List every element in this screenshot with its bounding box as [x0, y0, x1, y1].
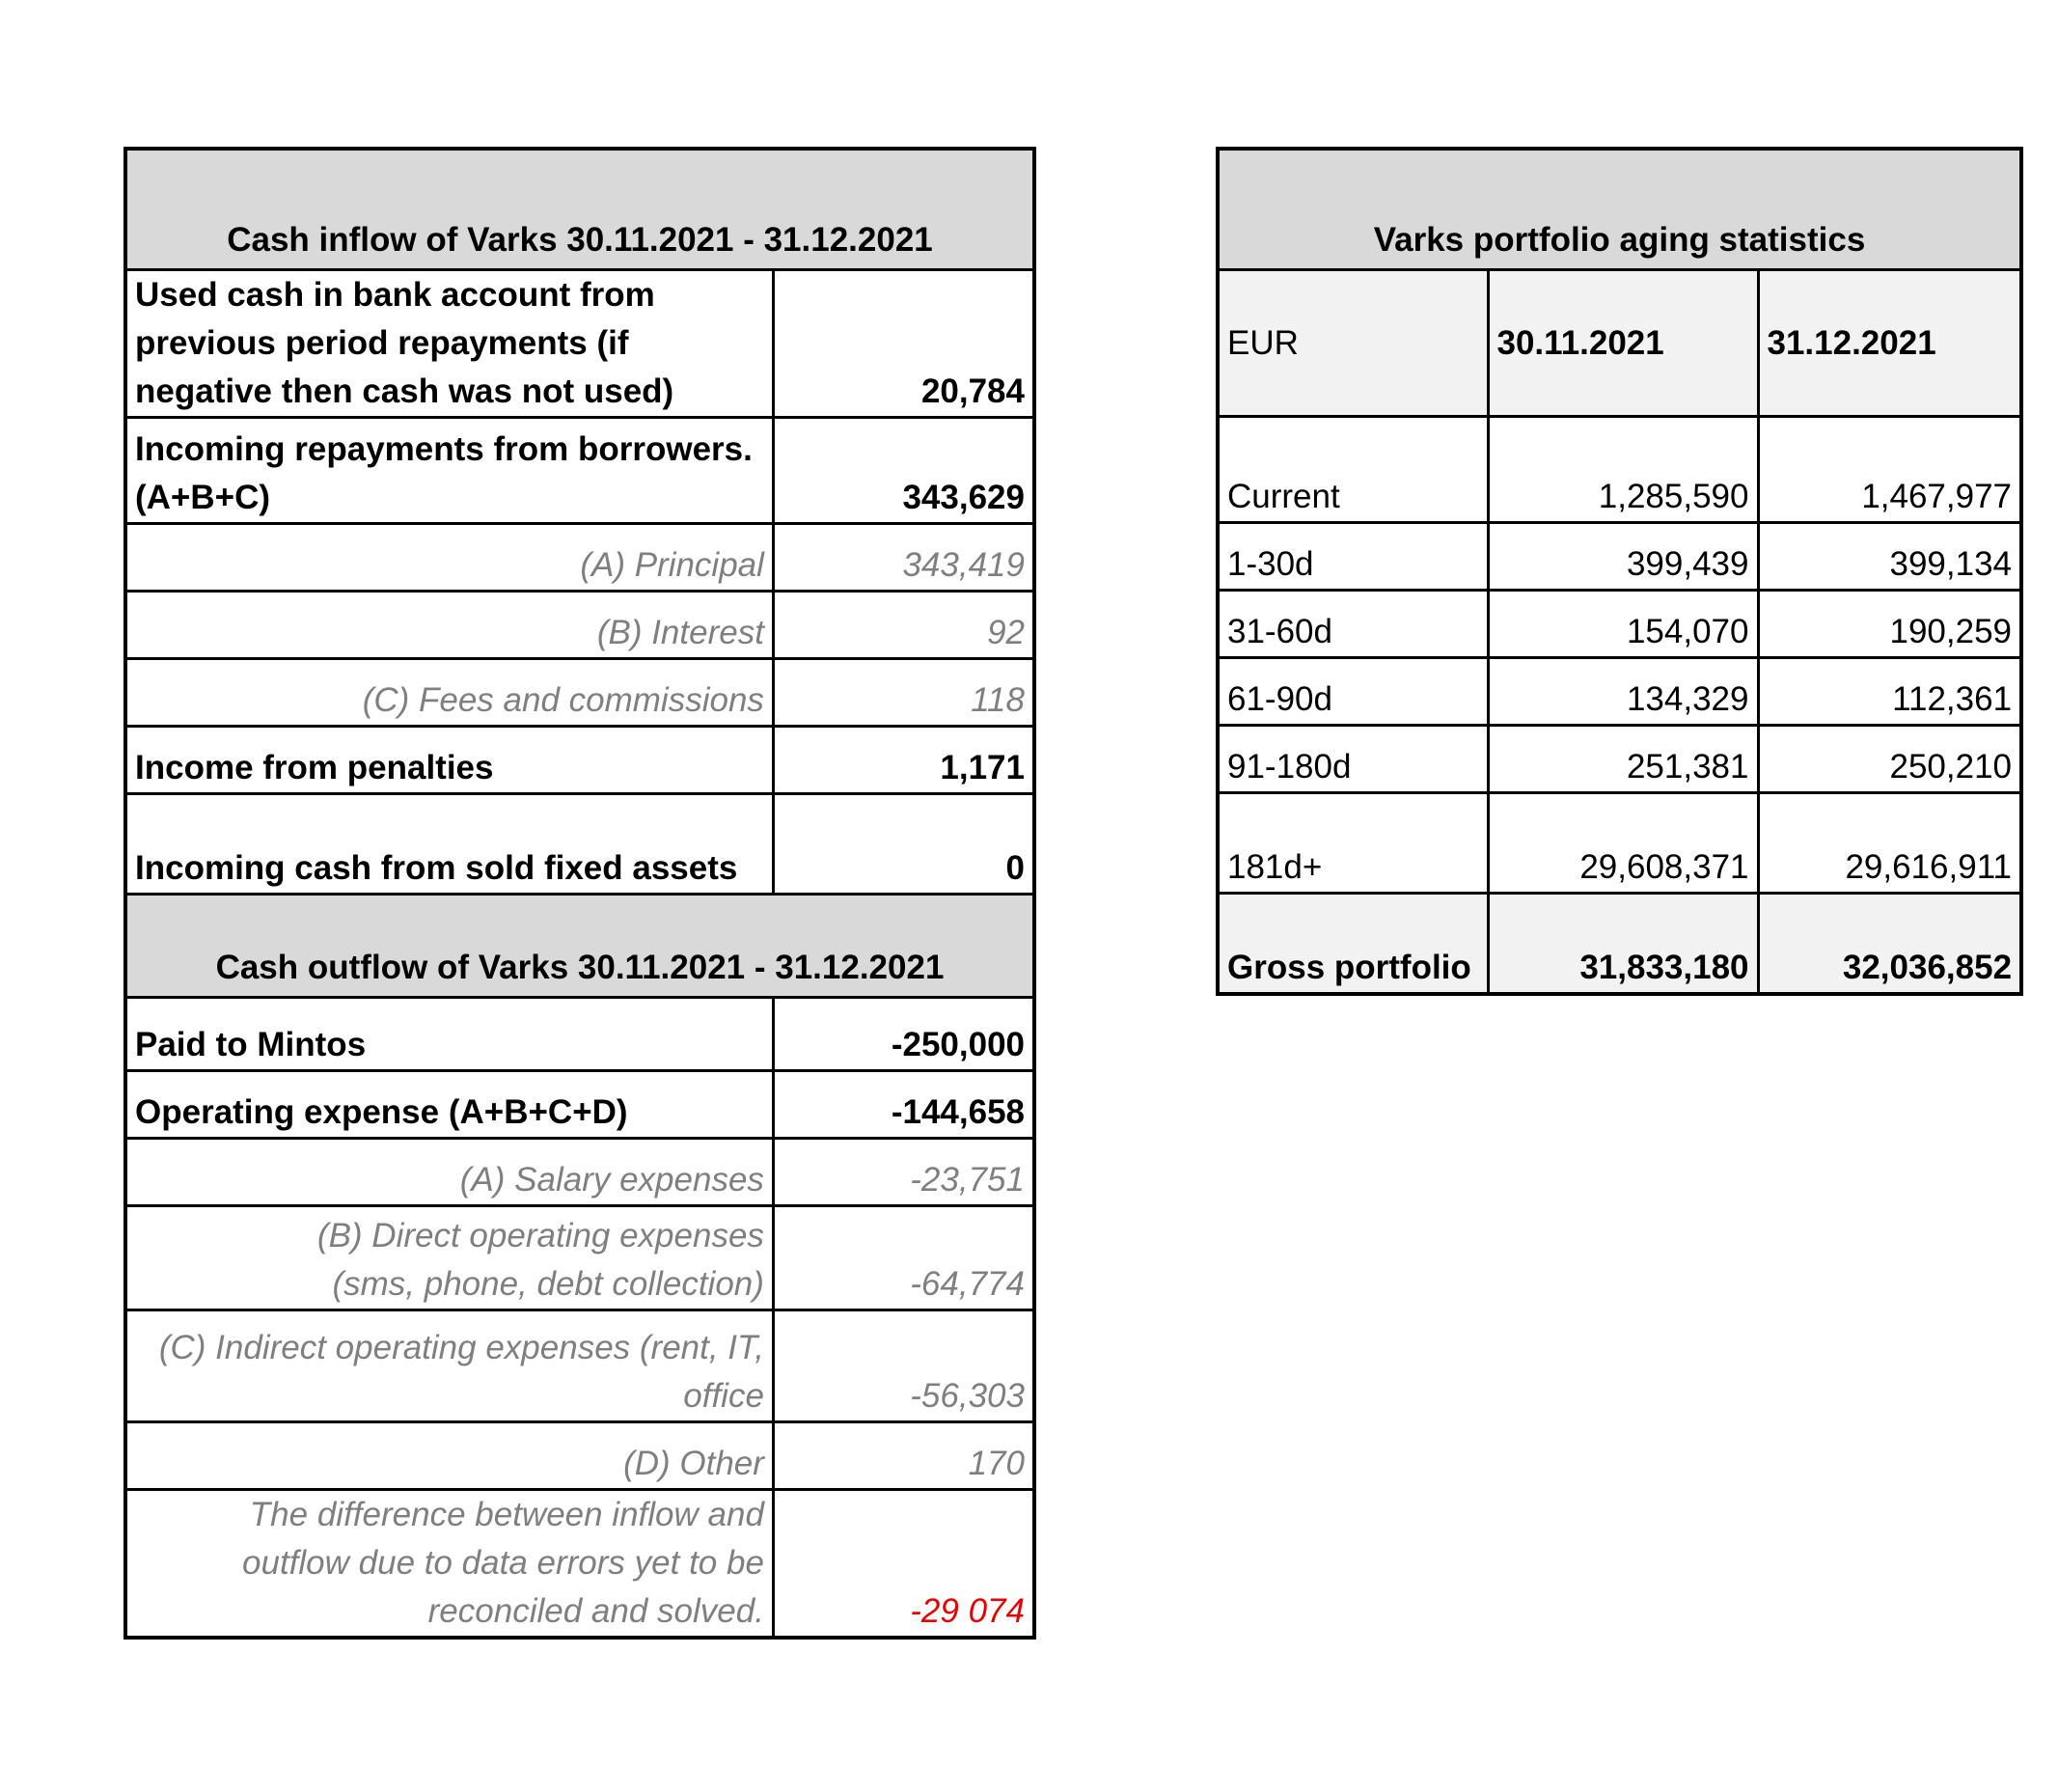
aging-row-value-2: 190,259 — [1758, 591, 2021, 658]
salary-label: (A) Salary expenses — [125, 1139, 773, 1206]
aging-row-label: 181d+ — [1218, 793, 1488, 894]
portfolio-aging-table — [1216, 147, 2023, 996]
aging-row-value-2: 399,134 — [1758, 523, 2021, 591]
aging-header-currency: EUR — [1218, 270, 1488, 417]
aging-header-date-1: 30.11.2021 — [1488, 270, 1758, 417]
penalties-label: Income from penalties — [125, 727, 773, 794]
paid-mintos-value: -250,000 — [773, 998, 1034, 1071]
incoming-repayments-value: 343,629 — [773, 418, 1034, 524]
cash-outflow-title: Cash outflow of Varks 30.11.2021 - 31.12.2021 — [125, 895, 1034, 998]
sold-assets-label: Incoming cash from sold fixed assets — [125, 794, 773, 895]
aging-row-label: 31-60d — [1218, 591, 1488, 658]
operating-expense-label: Operating expense (A+B+C+D) — [125, 1071, 773, 1139]
interest-value: 92 — [773, 592, 1034, 659]
fees-label: (C) Fees and commissions — [125, 659, 773, 727]
cash-flow-table — [123, 147, 1036, 1640]
operating-expense-value: -144,658 — [773, 1071, 1034, 1139]
aging-row-value-1: 154,070 — [1488, 591, 1758, 658]
paid-mintos-label: Paid to Mintos — [125, 998, 773, 1071]
direct-expenses-value: -64,774 — [773, 1206, 1034, 1310]
aging-row-value-2: 29,616,911 — [1758, 793, 2021, 894]
aging-title: Varks portfolio aging statistics — [1218, 149, 2021, 270]
aging-row-value-1: 399,439 — [1488, 523, 1758, 591]
aging-header-date-2: 31.12.2021 — [1758, 270, 2021, 417]
aging-row-value-1: 134,329 — [1488, 658, 1758, 726]
aging-row-label: 1-30d — [1218, 523, 1488, 591]
aging-row-value-1: 251,381 — [1488, 726, 1758, 793]
aging-row-value-2: 250,210 — [1758, 726, 2021, 793]
indirect-expenses-value: -56,303 — [773, 1310, 1034, 1422]
other-value: 170 — [773, 1422, 1034, 1490]
principal-value: 343,419 — [773, 524, 1034, 592]
used-cash-value: 20,784 — [773, 270, 1034, 418]
gross-portfolio-value-1: 31,833,180 — [1488, 894, 1758, 994]
aging-row-label: Current — [1218, 417, 1488, 523]
data-errors-label: The difference between inflow and outflow due to data errors yet to be reconciled and solved. — [125, 1490, 773, 1639]
aging-row-value-1: 1,285,590 — [1488, 417, 1758, 523]
salary-value: -23,751 — [773, 1139, 1034, 1206]
aging-row-label: 61-90d — [1218, 658, 1488, 726]
principal-label: (A) Principal — [125, 524, 773, 592]
aging-row-value-2: 1,467,977 — [1758, 417, 2021, 523]
incoming-repayments-label: Incoming repayments from borrowers. (A+B+C) — [125, 418, 773, 524]
fees-value: 118 — [773, 659, 1034, 727]
gross-portfolio-label: Gross portfolio — [1218, 894, 1488, 994]
aging-row-value-2: 112,361 — [1758, 658, 2021, 726]
indirect-expenses-label: (C) Indirect operating expenses (rent, IT, office — [125, 1310, 773, 1422]
data-errors-value: -29 074 — [773, 1490, 1034, 1639]
used-cash-label: Used cash in bank account from previous period repayments (if negative then cash was not used) — [125, 270, 773, 418]
interest-label: (B) Interest — [125, 592, 773, 659]
direct-expenses-label: (B) Direct operating expenses (sms, phone, debt collection) — [125, 1206, 773, 1310]
other-label: (D) Other — [125, 1422, 773, 1490]
cash-inflow-title: Cash inflow of Varks 30.11.2021 - 31.12.2021 — [125, 149, 1034, 270]
aging-row-label: 91-180d — [1218, 726, 1488, 793]
penalties-value: 1,171 — [773, 727, 1034, 794]
gross-portfolio-value-2: 32,036,852 — [1758, 894, 2021, 994]
sold-assets-value: 0 — [773, 794, 1034, 895]
aging-row-value-1: 29,608,371 — [1488, 793, 1758, 894]
